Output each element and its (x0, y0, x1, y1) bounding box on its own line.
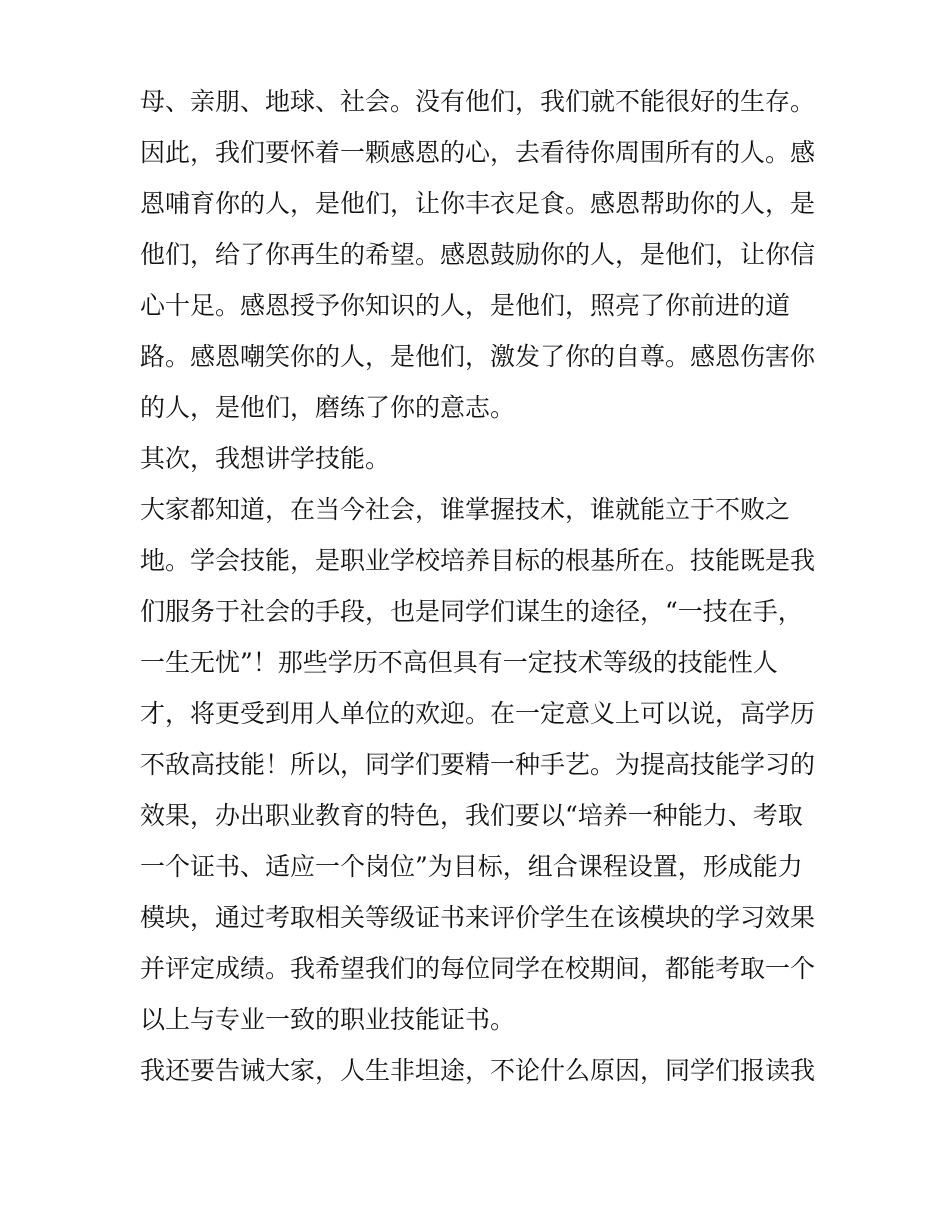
text-line: 其次，我想讲学技能。 (140, 444, 391, 473)
text-line: 的人，是他们，磨练了你的意志。 (140, 393, 516, 422)
text-line: 地。学会技能，是职业学校培养目标的根基所在。技能既是我 (140, 546, 816, 575)
text-line: 不敌高技能！所以，同学们要精一种手艺。为提高技能学习的 (140, 750, 816, 779)
text-line: 大家都知道，在当今社会，谁掌握技术，谁就能立于不败之 (140, 495, 791, 524)
text-line: 心十足。感恩授予你知识的人，是他们，照亮了你前进的道 (140, 291, 791, 320)
text-line: 他们，给了你再生的希望。感恩鼓励你的人，是他们，让你信 (140, 240, 816, 269)
text-line: 路。感恩嘲笑你的人，是他们，激发了你的自尊。感恩伤害你 (140, 342, 816, 371)
document-body (140, 76, 830, 1096)
text-line: 母、亲朋、地球、社会。没有他们，我们就不能很好的生存。 (140, 87, 816, 116)
text-line: 我还要告诫大家，人生非坦途，不论什么原因，同学们报读我 (140, 1056, 816, 1085)
text-line: 因此，我们要怀着一颗感恩的心，去看待你周围所有的人。感 (140, 138, 816, 167)
text-line: 一个证书、适应一个岗位”为目标，组合课程设置，形成能力 (140, 852, 803, 881)
text-line: 们服务于社会的手段，也是同学们谋生的途径，“一技在手， (140, 597, 803, 626)
text-line: 以上与专业一致的职业技能证书。 (140, 1005, 516, 1034)
text-line: 模块，通过考取相关等级证书来评价学生在该模块的学习效果 (140, 903, 816, 932)
text-line: 恩哺育你的人，是他们，让你丰衣足食。感恩帮助你的人，是 (140, 189, 816, 218)
text-line: 一生无忧”！那些学历不高但具有一定技术等级的技能性人 (140, 648, 778, 677)
text-line: 并评定成绩。我希望我们的每位同学在校期间，都能考取一个 (140, 954, 816, 983)
text-line: 才，将更受到用人单位的欢迎。在一定意义上可以说，高学历 (140, 699, 816, 728)
text-line: 效果，办出职业教育的特色，我们要以“培养一种能力、考取 (140, 801, 803, 830)
